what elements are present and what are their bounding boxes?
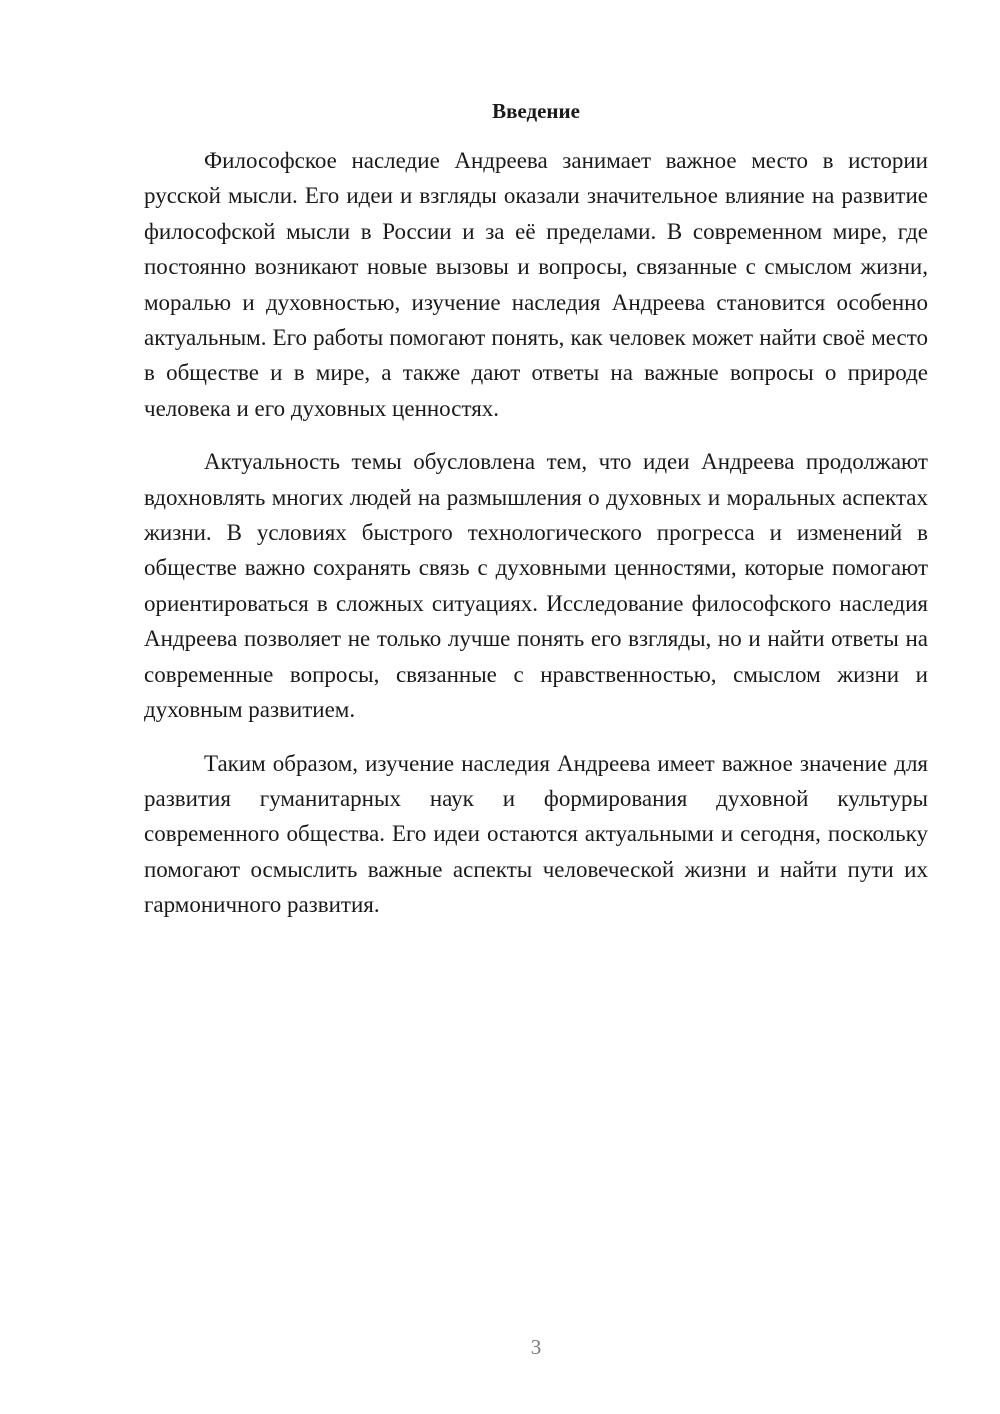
page-number: 3 xyxy=(530,1335,542,1359)
page-title: Введение xyxy=(492,99,580,123)
paragraph-introduction: Философское наследие Андреева занимает важное место в истории русской мысли. Его идеи и взгляды оказали значительное влияние на развитие философской мысли в России и за её пределами. В современном мире, где постоянно возникают новые вызовы и вопросы, связанные с смыслом жизни, моралью и духовностью, изучение наследия Андреева становится особенно актуальным. Его работы помогают понять, как человек может найти своё место в обществе и в мире, а также дают ответы на важные вопросы о природе человека и его духовных ценностях. xyxy=(144,148,928,421)
document-body xyxy=(144,143,928,941)
paragraph-conclusion: Таким образом, изучение наследия Андреева имеет важное значение для развития гуманитарных наук и формирования духовной культуры современного общества. Его идеи остаются актуальными и сегодня, поскольку помогают осмыслить важные аспекты человеческой жизни и найти пути их гармоничного развития. xyxy=(144,750,928,918)
paragraph-relevance: Актуальность темы обусловлена тем, что идеи Андреева продолжают вдохновлять многих людей на размышления о духовных и моральных аспектах жизни. В условиях быстрого технологического прогресса и изменений в обществе важно сохранять связь с духовными ценностями, которые помогают ориентироваться в сложных ситуациях. Исследование философского наследия Андреева позволяет не только лучше понять его взгляды, но и найти ответы на современные вопросы, связанные с нравственностью, смыслом жизни и духовным развитием. xyxy=(144,449,928,723)
